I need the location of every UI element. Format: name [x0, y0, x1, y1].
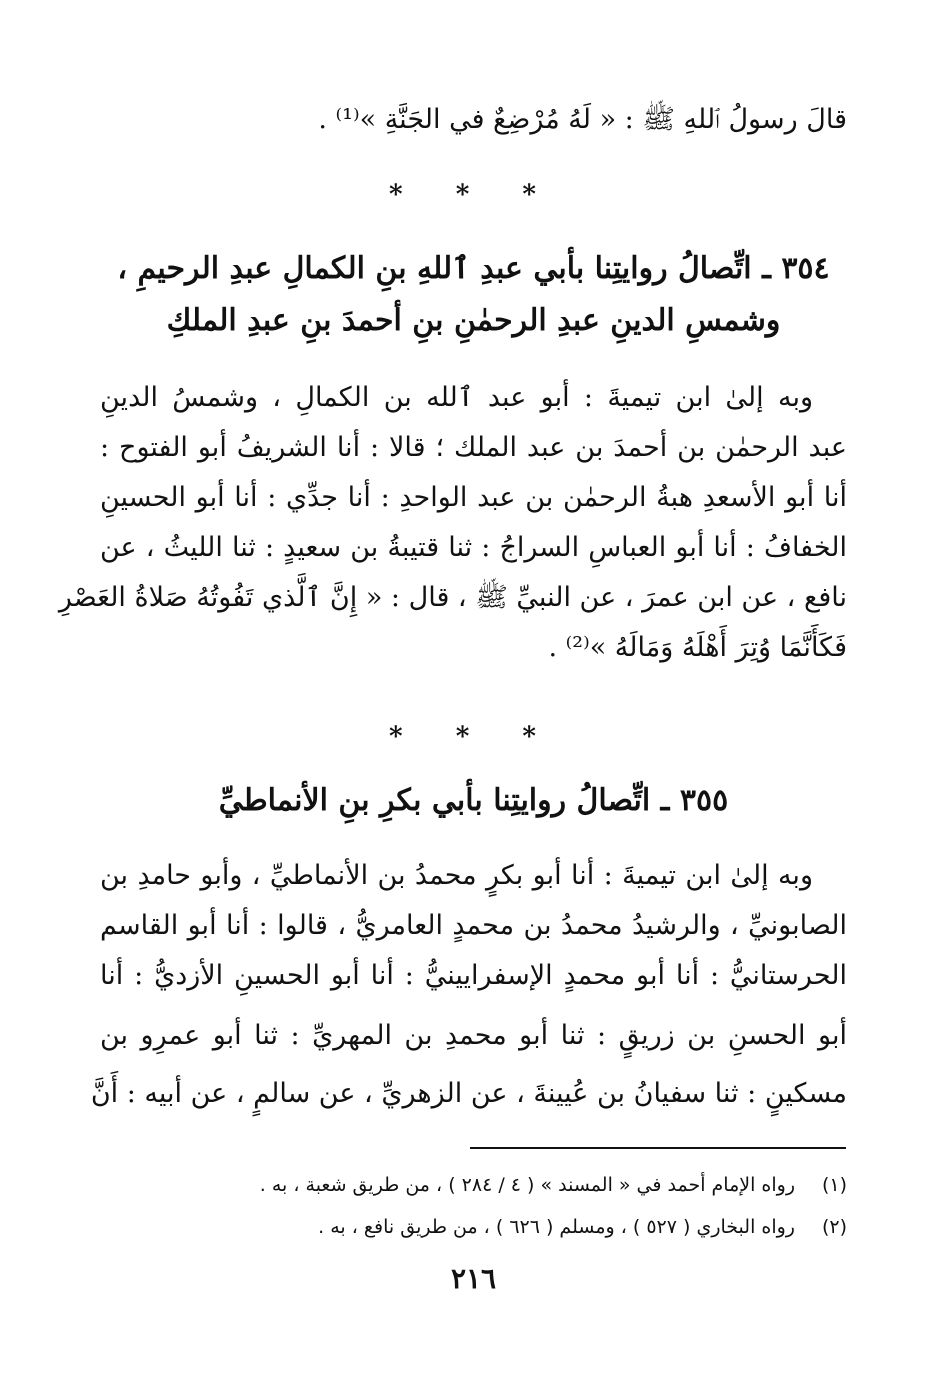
- section-355-heading: ٣٥٥ ـ اتِّصالُ روايتِنا بأبي بكرِ بنِ الأنماطيِّ: [218, 783, 729, 818]
- footnote-text: رواه البخاري ( ٥٢٧ ) ، ومسلم ( ٦٢٦ ) ، من طريق نافع ، به .: [318, 1216, 795, 1238]
- paragraph-line: الصابونيِّ ، والرشيدُ محمدُ بن محمدٍ العامريُّ ، قالوا : أنا أبو القاسم: [100, 910, 847, 941]
- paragraph-line: عبد الرحمٰن بن أحمدَ بن عبد الملك ؛ قالا : أنا الشريفُ أبو الفتوح :: [100, 432, 847, 463]
- paragraph-line: نافع ، عن ابن عمرَ ، عن النبيِّ ﷺ ، قال : « إِنَّ ٱلَّذي تَفُوتُهُ صَلاةُ العَصْرِ: [58, 582, 847, 613]
- footnote: [100, 1170, 847, 1200]
- section-separator: * * *: [389, 180, 558, 210]
- footnote: [100, 1212, 847, 1242]
- paragraph-line: فَكَأَنَّمَا وُتِرَ أَهْلَهُ وَمَالَهُ »⁽²⁾ .: [548, 632, 847, 663]
- hadith-line: قالَ رسولُ ٱللهِ ﷺ : « لَهُ مُرْضِعٌ في الجَنَّةِ »⁽¹⁾ .: [318, 104, 847, 135]
- section-separator: * * *: [389, 722, 558, 752]
- footnote-text: رواه الإمام أحمد في « المسند » ( ٤ / ٢٨٤ ) ، من طريق شعبة ، به .: [259, 1174, 795, 1196]
- paragraph-line: أبو الحسنِ بن زريقٍ : ثنا أبو محمدِ بن المهريِّ : ثنا أبو عمرِو بن: [100, 1020, 847, 1051]
- footnote-divider: [470, 1147, 846, 1149]
- section-354-heading-line-2: وشمسِ الدينِ عبدِ الرحمٰنِ بنِ أحمدَ بنِ عبدِ الملكِ: [166, 303, 781, 338]
- paragraph-line: وبه إلىٰ ابن تيميةَ : أنا أبو بكرٍ محمدُ بن الأنماطيِّ ، وأبو حامدِ بن: [100, 860, 813, 891]
- paragraph-line: مسكينٍ : ثنا سفيانُ بن عُيينةَ ، عن الزهريِّ ، عن سالمٍ ، عن أبيه : أَنَّ: [90, 1078, 847, 1109]
- paragraph-line: الحرستانيُّ : أنا أبو محمدٍ الإسفرايينيُّ : أنا أبو الحسينِ الأزديُّ : أنا: [100, 960, 847, 991]
- footnote-number: (٢): [821, 1216, 847, 1238]
- paragraph-line: الخفافُ : أنا أبو العباسِ السراجُ : ثنا قتيبةُ بن سعيدٍ : ثنا الليثُ ، عن: [100, 532, 847, 563]
- page-number: ٢١٦: [450, 1262, 497, 1295]
- footnote-number: (١): [821, 1174, 847, 1196]
- section-354-heading-line-1: ٣٥٤ ـ اتِّصالُ روايتِنا بأبي عبدِ ٱللهِ بنِ الكمالِ عبدِ الرحيمِ ،: [117, 251, 830, 286]
- paragraph-line: وبه إلىٰ ابن تيميةَ : أبو عبد ٱلله بن الكمالِ ، وشمسُ الدينِ: [100, 382, 813, 413]
- paragraph-line: أنا أبو الأسعدِ هبةُ الرحمٰن بن عبد الواحدِ : أنا جدِّي : أنا أبو الحسينِ: [100, 482, 847, 513]
